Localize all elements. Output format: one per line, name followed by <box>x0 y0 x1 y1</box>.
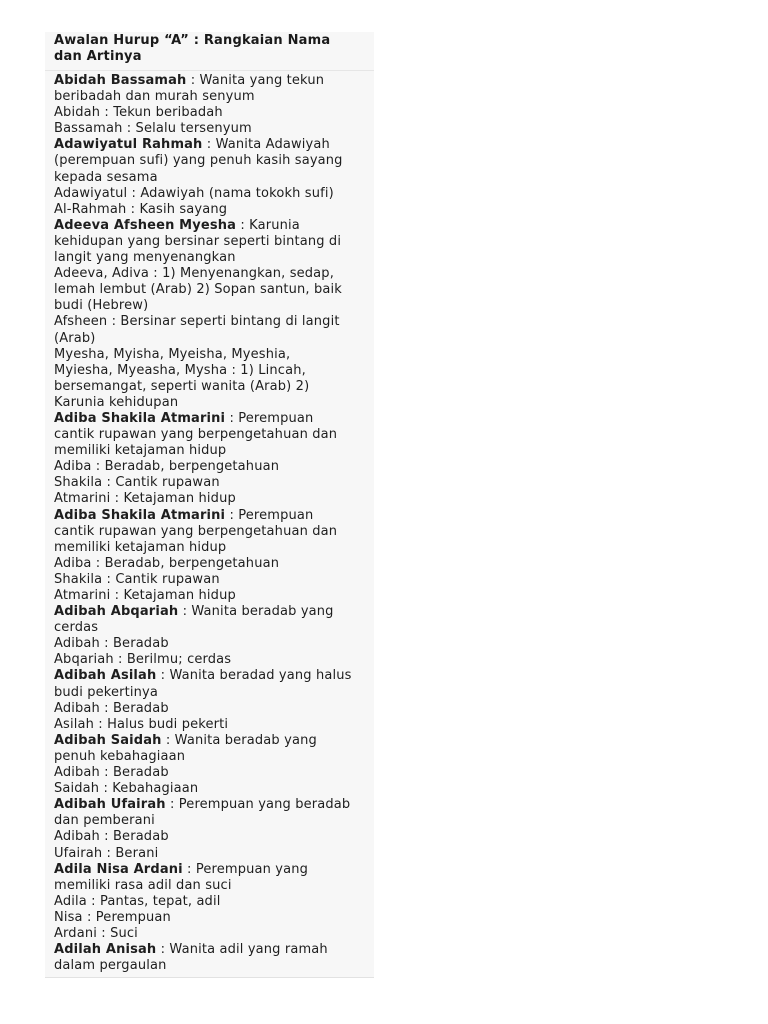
line-text: Nisa : Perempuan <box>54 909 171 925</box>
entry-description: : Perempuan <box>225 507 314 523</box>
line-text: cerdas <box>54 620 99 636</box>
line-text: Saidah : Kebahagiaan <box>54 781 199 797</box>
line-text: Atmarini : Ketajaman hidup <box>54 588 236 603</box>
text-line <box>54 427 374 443</box>
entry-description: : Wanita beradad yang halus <box>156 668 352 684</box>
text-line <box>54 121 374 137</box>
entry-name: Adilah Anisah <box>54 942 157 958</box>
text-line <box>54 363 374 379</box>
line-text: penuh kebahagiaan <box>54 748 186 764</box>
text-line <box>54 475 374 491</box>
line-text: memiliki ketajaman hidup <box>54 539 227 555</box>
entry-description: : Perempuan <box>225 410 314 426</box>
line-text: budi pekertinya <box>54 684 159 700</box>
entry-description: : Wanita beradab yang <box>178 604 334 620</box>
text-line <box>54 314 374 330</box>
line-text: Atmarini : Ketajaman hidup <box>54 491 236 507</box>
line-text: Adeeva, Adiva : 1) Menyenangkan, sedap, <box>54 266 334 282</box>
entry-name: Adawiyatul Rahmah <box>54 137 203 153</box>
text-line <box>54 862 374 878</box>
entry-name: Adibah Saidah <box>54 732 162 748</box>
text-line <box>54 298 374 314</box>
line-text: Asilah : Halus budi pekerti <box>54 716 229 732</box>
line-text: Ardani : Suci <box>54 925 138 941</box>
line-text: cantik rupawan yang berpengetahuan dan <box>54 523 338 539</box>
text-line <box>54 347 374 363</box>
text-line <box>54 379 374 395</box>
line-text: Abqariah : Berilmu; cerdas <box>54 652 232 668</box>
text-line <box>54 878 374 894</box>
line-text: Adibah : Beradab <box>54 636 169 652</box>
line-text: Ufairah : Berani <box>54 845 159 861</box>
entry-description: : Wanita adil yang ramah <box>156 942 328 958</box>
line-text: Al-Rahmah : Kasih sayang <box>54 201 228 217</box>
text-line <box>54 186 374 202</box>
line-text: Adibah : Beradab <box>54 765 169 781</box>
line-text: Myiesha, Myeasha, Mysha : 1) Lincah, <box>54 362 306 378</box>
text-line <box>54 331 374 347</box>
line-text: memiliki rasa adil dan suci <box>54 877 232 893</box>
text-line <box>54 910 374 926</box>
text-line <box>54 813 374 829</box>
document-body <box>45 71 374 974</box>
text-line <box>54 105 374 121</box>
entry-name: Adila Nisa Ardani <box>54 861 183 877</box>
line-text: Afsheen : Bersinar seperti bintang di langit <box>54 314 340 330</box>
text-line <box>54 668 374 684</box>
line-text: Adiba : Beradab, berpengetahuan <box>54 555 280 571</box>
text-line <box>54 282 374 298</box>
text-line <box>54 153 374 169</box>
entry-name: Adiba Shakila Atmarini <box>54 410 226 426</box>
text-line <box>54 250 374 266</box>
line-text: Bassamah : Selalu tersenyum <box>54 121 252 137</box>
text-line <box>54 620 374 636</box>
line-text: Shakila : Cantik rupawan <box>54 571 220 587</box>
text-line <box>54 170 374 186</box>
line-text: cantik rupawan yang berpengetahuan dan <box>54 427 338 443</box>
title-line-2: dan Artinya <box>54 49 142 64</box>
text-line <box>54 588 374 604</box>
text-line <box>54 846 374 862</box>
title-line-1: Awalan Hurup “A” : Rangkaian Nama <box>54 33 331 48</box>
entry-description: : Karunia <box>236 217 300 233</box>
line-text: Adawiyatul : Adawiyah (nama tokokh sufi) <box>54 185 334 201</box>
line-text: beribadah dan murah senyum <box>54 89 255 105</box>
text-line <box>54 73 374 89</box>
line-text: Adibah : Beradab <box>54 829 169 845</box>
text-line <box>54 89 374 105</box>
text-line <box>54 556 374 572</box>
line-text: budi (Hebrew) <box>54 298 149 314</box>
text-line <box>54 411 374 427</box>
line-text: (Arab) <box>54 330 96 346</box>
line-text: dalam pergaulan <box>54 958 167 974</box>
line-text: (perempuan sufi) yang penuh kasih sayang <box>54 153 343 169</box>
line-text: lemah lembut (Arab) 2) Sopan santun, baik <box>54 282 342 298</box>
entry-name: Adibah Asilah <box>54 668 157 684</box>
entry-name: Adibah Abqariah <box>54 604 179 620</box>
text-line <box>54 508 374 524</box>
line-text: langit yang menyenangkan <box>54 250 236 266</box>
text-line <box>54 572 374 588</box>
document-card <box>45 32 374 978</box>
text-line <box>54 781 374 797</box>
text-line <box>54 636 374 652</box>
entry-description: : Wanita Adawiyah <box>202 137 330 153</box>
entry-description: : Perempuan yang beradab <box>165 797 351 813</box>
entry-description: : Perempuan yang <box>182 861 309 877</box>
text-line <box>54 797 374 813</box>
text-line <box>54 234 374 250</box>
text-line <box>54 540 374 556</box>
text-line <box>54 942 374 958</box>
entry-name: Abidah Bassamah <box>54 73 187 88</box>
line-text: Adiba : Beradab, berpengetahuan <box>54 459 280 475</box>
line-text: kepada sesama <box>54 169 158 185</box>
entry-name: Adeeva Afsheen Myesha <box>54 217 237 233</box>
text-line <box>54 459 374 475</box>
line-text: Adila : Pantas, tepat, adil <box>54 893 221 909</box>
entry-name: Adibah Ufairah <box>54 797 166 813</box>
text-line <box>54 717 374 733</box>
text-line <box>54 202 374 218</box>
text-line <box>54 604 374 620</box>
line-text: Myesha, Myisha, Myeisha, Myeshia, <box>54 346 291 362</box>
text-line <box>54 491 374 507</box>
text-line <box>54 137 374 153</box>
line-text: Karunia kehidupan <box>54 394 179 410</box>
text-line <box>54 652 374 668</box>
line-text: dan pemberani <box>54 813 155 829</box>
text-line <box>54 524 374 540</box>
document-header <box>45 32 374 71</box>
line-text: bersemangat, seperti wanita (Arab) 2) <box>54 378 310 394</box>
text-line <box>54 958 374 974</box>
text-line <box>54 894 374 910</box>
line-text: kehidupan yang bersinar seperti bintang di <box>54 233 342 249</box>
line-text: Abidah : Tekun beribadah <box>54 105 223 121</box>
text-line <box>54 926 374 942</box>
text-line <box>54 733 374 749</box>
text-line <box>54 443 374 459</box>
text-line <box>54 749 374 765</box>
entry-description: : Wanita yang tekun <box>186 73 325 88</box>
line-text: Shakila : Cantik rupawan <box>54 475 220 491</box>
entry-description: : Wanita beradab yang <box>161 732 317 748</box>
text-line <box>54 829 374 845</box>
text-line <box>54 685 374 701</box>
page-title <box>54 33 374 65</box>
text-line <box>54 765 374 781</box>
text-line <box>54 266 374 282</box>
entry-name: Adiba Shakila Atmarini <box>54 507 226 523</box>
line-text: Adibah : Beradab <box>54 700 169 716</box>
text-line <box>54 218 374 234</box>
line-text: memiliki ketajaman hidup <box>54 443 227 459</box>
text-line <box>54 701 374 717</box>
text-line <box>54 395 374 411</box>
